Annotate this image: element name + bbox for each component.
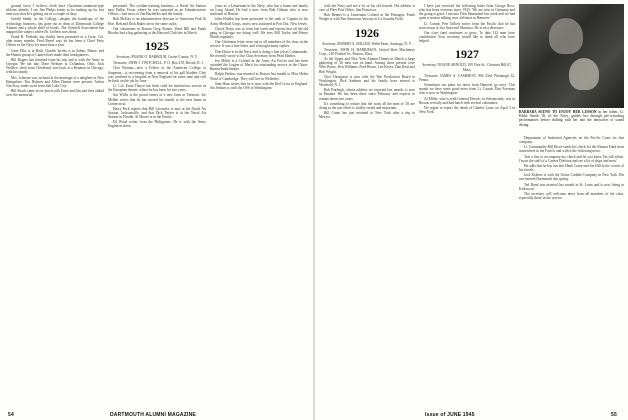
paragraph: Bob Burleigh, whose address we reported last month, is now in Panama. He has been there since February and expects to remain about two years. — [319, 88, 415, 101]
paragraph: Chuck Davis was in town last week and reports that all the old gang in Chicago are doing well. He sees Bill Taylor and Henry Marsh regularly. — [210, 26, 308, 40]
paragraph: Ed Wood writes from the Philippines. He is with the Army Engineers there. — [108, 120, 206, 129]
issue-line: Issue of JUNE 1945 — [425, 412, 475, 418]
left-column-1 — [6, 4, 104, 404]
class-year-heading: 1927 — [455, 47, 479, 62]
paragraph: Bill Brock came in for lunch with Ernie and Jim and they talked over the memorial. — [6, 88, 104, 98]
class-year-heading: 1926 — [355, 25, 379, 40]
secretary-line: Secretary, DOANE ARNOLD, 199 Vine St., Chestnut Hill 67, Mass. — [422, 63, 512, 72]
photo-figure-man — [549, 18, 583, 54]
paragraph: Treasurer, JAMES A. CAMERON, 800 43rd, Pittsburgh 32, Penna. — [419, 73, 515, 82]
left-column-2 — [108, 4, 206, 404]
page-number: 55 — [611, 412, 617, 418]
paragraph: Bob Bennet is a Lieutenant Colonel at the Pentagon. Frank Wright is with Pan American Airways at La Guardia Field. — [319, 13, 415, 22]
paragraph: ground force, I believe—both have Christmas-ornament-type ribbons already. I see Jim Phelps seems to be making up for lost time now that he's getting out in a couple of days. — [6, 4, 104, 17]
paragraph: years as a Lieutenant in the Navy, who has a home and family on Long Island. He had a note from Bob Gilman who is now stationed in Hawaii. — [210, 4, 308, 17]
paragraph: Treasurer, JOHN H. HARRIMAN, United Shoe Machinery Corp., 140 Federal St., Boston, Mass. — [319, 47, 415, 56]
caption-text: as her father, Lt. Eddie Smith '26 of the Navy, guides her through pre-schooling performances before drifting with her into the intricacies of sound diving. — [519, 110, 624, 127]
paragraph: Bob McKay is an administrative division of American Fork & Hoe. Bob and Dick Baker are in the same outfit. — [108, 17, 206, 26]
caption-title: BARBARA SEENO TO ENJOY HER LESSON — [519, 110, 597, 114]
paragraph: Ted Bond was married last month in St. Louis and is now living in Kirkwood. — [519, 182, 624, 191]
paragraph: Lt. Comdr. Pete Gilbert writes from the Pacific that he has seen action at Iwo Jima and Okinawa. He is on a destroyer. — [419, 21, 515, 30]
paragraph: Lt. Commander Bill Howe sends his check for the Alumni Fund from somewhere in the Pacific and with it the following news: — [519, 145, 624, 154]
paragraph: personnel. The civilian training business—a Naval Air Station near Dallas Texas, where he was stationed as an Administrative Officer—had news of Jim Bachelder and the family. — [108, 4, 206, 17]
paragraph: The secretary will welcome news from all members of the class, especially those in the service. — [519, 191, 624, 201]
paragraph: Chet Thompson is now with the War Production Board in Washington. Dick Sanborn and his family have moved to Westfield, N. J. — [319, 74, 415, 88]
paragraph: Our classmates in Boston Greg Sloane, Ward Hill and Frank Rhodes had a big gathering at the Harvard Club late in March. — [108, 26, 206, 35]
magazine-title: DARTMOUTH ALUMNI MAGAZINE — [110, 412, 196, 418]
paragraph: Mrs. Johnson was on hand at the marriage of a daughter in New Hampshire. Tim Holmes and Allen Dennis were present. Arthur Van Scoy sends word from Salt Lake City. — [6, 75, 104, 88]
paragraph: He adds that he has run into Hank Crane and Joe Hill in the course of his travels. — [519, 163, 624, 173]
paragraph: Sam Hunt writes that he is now with the Red Cross in England. Stu Jenkins is with the OSS in Washington. — [210, 81, 308, 90]
paragraph: Joe Miller is a Colonel in the Army Air Forces and has been awarded the Legion of Merit for outstanding service in the China-Burma-India theatre. — [210, 58, 308, 72]
left-page — [0, 0, 313, 420]
paragraph: I have just received the following letter from George Ross, who has been overseas since 1943: 'We are now in Germany and the going is good. I ran into Dick Hammond last week and we had quite a session talking over old times in Hanover.' — [419, 4, 515, 21]
paragraph: Treasurer, JOHN J. TWITCHELL, P. O. Box 478, Bristol, R. I. — [113, 61, 204, 66]
photo — [519, 4, 624, 108]
paragraph: Chet Wyman—now a Fellow of the American College of Surgeons—is recovering from a removal of his gall bladder. Chet was confined to a hospital in New England for some time and will be back on the job by June. — [108, 66, 206, 83]
paragraph: Jack Roberts is with the Union Carbide Company in New York. His son entered Dartmouth this spring. — [519, 173, 624, 182]
paragraph: Bill Rogers has returned from his trip and is with the Army in Georgia. He ran into Dave Webster at Columbus, Ohio. Jack Wallace, fresh from Cleveland, was back at a Reunion in Chicago, with his family. — [6, 57, 104, 75]
paragraph: Al Miller, who is with General Electric in Schenectady, was in Boston recently and had lunch with several classmates. — [419, 96, 515, 105]
secretary-line: Secretary, FRANK O. BARBOUR, Custer County, N. Y. — [116, 55, 198, 60]
paragraph: Gene Ellis is in Bath, Charles Jacobs is in Salem, Maine, and the Hunter group of Cameo have made their headquarters. — [6, 48, 104, 57]
paragraph: At the Upper and New York Alumni Dinner in March a large gathering of '26 men was on hand. Among those present were Whit Byrne, Ken Williams, Fred Horan, Len Keyes, Dan Kent and Bob Wright. — [319, 57, 415, 74]
paragraph: Our Christmas letter went out to all members of the class in the service. It was a fine letter, and it brought many replies. — [210, 40, 308, 49]
paragraph: 'Just a line to accompany my check and let you know I'm still afloat. I'm on the staff of a Carrier Division and see a lot of ships and men.' — [519, 154, 624, 163]
paragraph: Our class fund continues to grow. To date 142 men have contributed. Your secretary would like to thank all who have helped. — [419, 30, 515, 44]
paragraph: Jim Willis is the proud owner of a new farm in Vermont. Joe Mellen writes that he has moved his family to the new home in Connecticut. — [108, 93, 206, 106]
page-number: 54 — [8, 412, 14, 418]
paragraph: Bill Crane has just returned to New York after a trip to Mexico. — [319, 111, 415, 120]
right-page — [315, 0, 628, 420]
paragraph: It's something to realize that the work all the men of '26 are doing in the war effort is widely varied and important. — [319, 101, 415, 110]
paragraph: Frank B. Peabody has finally been promoted to a Lieut. Col. after many months. Fred Breed says he has been a Chief Petty Officer in the Navy for more than a year. — [6, 35, 104, 48]
paragraph: Department of Industrial Agencies on the Pacific Coast for that company. — [519, 136, 624, 145]
paragraph: Lt. Col. Ernie Thayer has been cited for meritorious service in the European theater, where he has been for two years. — [108, 84, 206, 93]
paragraph: with the Navy and see a lot of his old friends. His address is care of Fleet Post Office, San Francisco. — [319, 4, 415, 13]
paragraph: John Holden has been promoted to the rank of Captain in the Army Medical Corps, and is now stationed at Fort Dix, New Jersey. — [210, 17, 308, 26]
paragraph: We regret to report the death of Charles Lowe on April 3 in New York. — [419, 105, 515, 115]
paragraph: Sometimes our plans for news from Hanover go awry. This month we have some good news from Lt. Comdr. Don Freeman who is now in Washington. — [419, 83, 515, 96]
paragraph: Ralph Perkins was married in Boston last month to Miss Helen Ward of Cambridge. They will live in Wellesley. — [210, 72, 308, 81]
paragraph: Don Howe is in the Navy and is doing a fine job as Commander. He recently wrote to the Class Secretary from Pearl Harbor. — [210, 49, 308, 58]
left-column-3 — [210, 4, 308, 404]
right-column-1 — [319, 4, 415, 404]
secretary-line: Secretary, ROBERT A. MILLER, Webb Farm, Saratoga, N. Y. — [322, 41, 412, 46]
right-column-2 — [419, 4, 515, 404]
class-year-heading: 1925 — [145, 39, 169, 54]
paragraph: Gerald Smith, in the College—despite the handicaps of the technology business, has gone out as dean of Dartmouth College Alumni and a whole shelf of books. The Grenfell Association has mapped the subject where Dr. Lefferts was about. — [6, 17, 104, 34]
right-column-3b — [519, 136, 624, 404]
photo-figure-child — [569, 58, 599, 90]
paragraph: Harry Peck reports that Bill Lawrence is now at the Naval Air Station, Jacksonville, and that Dick Parker is at the Naval Air Station in Florida. Al Moore is in the Pacific. — [108, 106, 206, 120]
